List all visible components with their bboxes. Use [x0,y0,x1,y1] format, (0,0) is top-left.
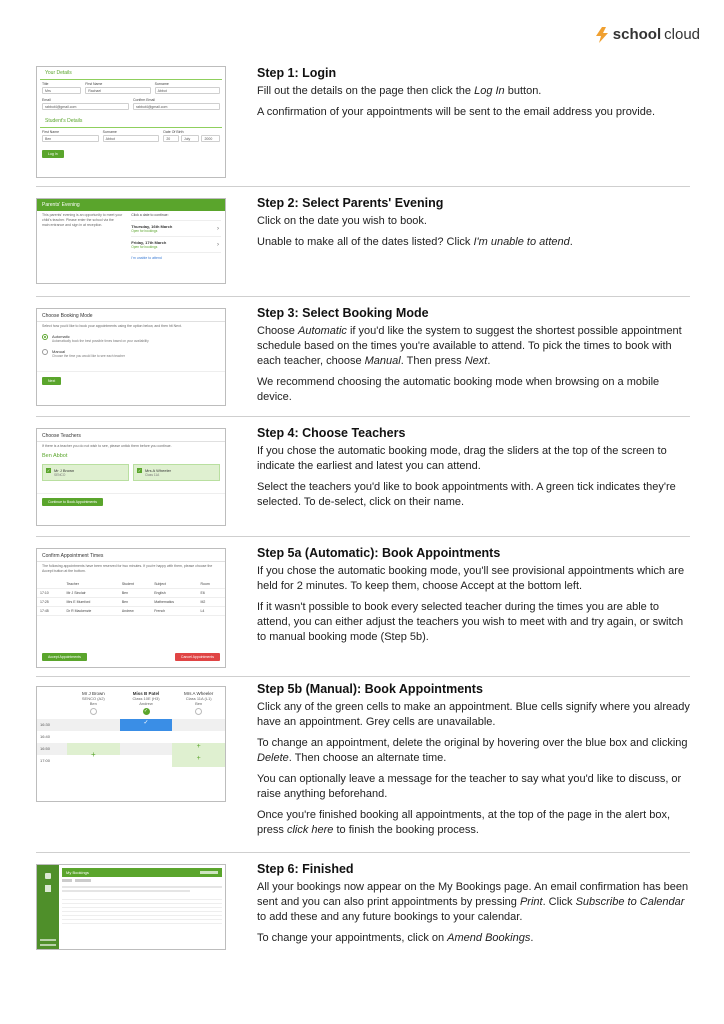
teacher-column-header [67,691,120,715]
step-5b [36,682,690,852]
dob-day-select[interactable]: 20 [163,135,179,142]
step-paragraph: A confirmation of your appointments will be sent to the email address you provide. [257,106,656,118]
time-label: 16:50 [37,743,67,755]
my-bookings-thumbnail [36,864,226,950]
date-status: Open for bookings [131,229,158,233]
cell-time: 17:45 [37,607,63,616]
emphasized-term: Subscribe to Calendar [575,896,685,908]
step-title: Step 1: Login [257,66,337,80]
available-cell[interactable]: + [172,755,225,767]
teacher-column-header [120,691,173,715]
step-6 [36,858,690,968]
cell-room: E6 [197,589,225,598]
radio-selected-icon [42,334,48,340]
divider [36,186,690,187]
bookings-header [62,868,222,877]
cell-room: M2 [197,598,225,607]
step-paragraph: If it wasn't possible to book every selected teacher during the times you are able to attend, you can either adjust the teachers you wish to meet with and try again, or switch to manual booking mode (Step 5b). [257,601,684,643]
column-header: Teacher [63,580,118,589]
table-row [37,598,225,607]
bookings-heading: My Bookings [66,870,89,875]
emphasized-term: I'm unable to attend [473,236,570,248]
teacher-class: SENCO (A2) [81,696,105,701]
cell-teacher: Mr J Sinclair [63,589,118,598]
unavailable-cell [172,719,225,731]
table-row [37,589,225,598]
student-surname-input[interactable]: Abbot [103,135,160,142]
step-4-text [257,426,690,516]
divider [36,852,690,853]
cell-subject: Mathematics [151,598,197,607]
manual-booking-thumbnail [36,686,226,802]
step-paragraph: To change an appointment, delete the original by hovering over the blue box and clicking Delete. Then choose an alternate time. [257,737,688,764]
step-5a-text [257,546,690,651]
teacher-column-header [172,691,225,715]
step-paragraph: Click on the date you wish to book. [257,215,427,227]
option-label: Manual [52,349,66,354]
appointments-table [37,580,225,616]
time-label: 17:00 [37,755,67,767]
booked-cell[interactable]: ✓ [120,719,173,731]
teacher-name: Mr J Brown [54,468,75,473]
step-title: Step 6: Finished [257,862,354,876]
step-title: Step 4: Choose Teachers [257,426,406,440]
teacher-name: Mrs A Wheeler [145,468,172,473]
circle-icon [90,708,97,715]
cell-student: Ben [119,589,151,598]
confirm-appointments-thumbnail [36,548,226,668]
confirm-title: Confirm Appointment Times [37,549,225,562]
choose-teachers-intro: If there is a teacher you do not wish to see, please untick them before you continue. [42,444,172,448]
unavailable-cell [120,743,173,755]
surname-input[interactable]: Abbot [155,87,220,94]
divider [36,536,690,537]
cell-subject: French [151,607,197,616]
step-paragraphs [257,444,690,510]
step-paragraph: Fill out the details on the page then click the Log In button. [257,85,542,97]
emphasized-term: Manual [364,355,401,367]
date-status: Open for bookings [131,245,158,249]
title-select[interactable]: Mrs [42,87,81,94]
option-sub: Choose the time you would like to see each teacher [52,354,126,358]
students-details-heading: Student's Details [40,115,222,128]
time-label: 16:40 [37,731,67,743]
divider [36,676,690,677]
step-paragraph: Select the teachers you'd like to book appointments with. A green tick indicates they're selected. To de-select, click on their name. [257,481,676,508]
step-4 [36,422,690,532]
choose-teachers-thumbnail [36,428,226,526]
menu-item[interactable] [40,939,56,941]
cell-teacher: Dr R Mackenzie [63,607,118,616]
teacher-name: Miss B Patel [132,691,160,696]
emphasized-term: Delete [257,752,289,764]
field-label: Date Of Birth [163,130,184,134]
step-paragraphs [257,880,690,946]
step-paragraphs [257,84,690,120]
dob-month-select[interactable]: July [181,135,200,142]
step-title: Step 2: Select Parents' Evening [257,196,444,210]
table-header-row [37,580,225,589]
option-label: Automatic [52,334,70,339]
bookings-table [62,896,222,924]
field-label: Email [42,98,51,102]
print-button[interactable] [62,879,72,882]
teacher-class: Class 11A (L1) [185,696,212,701]
radio-icon [42,349,48,355]
teacher-name: Mrs A Wheeler [184,691,214,696]
available-cell[interactable]: + [172,743,225,755]
logo-text-cloud: cloud [664,26,700,43]
booking-grid [37,719,225,767]
check-circle-icon: ✓ [143,708,149,714]
manual-option[interactable] [37,346,225,361]
step-3 [36,302,690,412]
log-in-button[interactable]: Log In [42,150,64,158]
your-details-heading: Your Details [40,67,222,80]
student-first-name-input[interactable]: Ben [42,135,99,142]
confirm-email-input[interactable]: rabbot4@gmail.com [133,103,220,110]
intro-text: This parents' evening is an opportunity to meet your child's teacher. Please enter the school via the main entrance and sign in at reception. [42,213,123,227]
step-paragraph: If you chose the automatic booking mode, you'll see provisional appointments which are held for 2 minutes. To keep them, choose Accept at the bottom left. [257,565,685,592]
step-2-text [257,196,690,256]
step-paragraph: Once you're finished booking all appointments, at the top of the page in the alert box, press click here to finish the booking process. [257,809,671,836]
schoolcloud-logo [596,26,700,43]
step-paragraph: Unable to make all of the dates listed? Click I'm unable to attend. [257,236,573,248]
date-option[interactable] [131,220,221,236]
login-thumbnail [36,66,226,178]
time-label: 16:30 [37,719,67,731]
teacher-role: SENCO [54,473,66,477]
emphasized-term: Next [464,355,488,367]
emphasized-term: Print [519,896,543,908]
teacher-role: Class 11A [145,473,160,477]
step-6-text [257,862,690,952]
cell-time: 17:25 [37,598,63,607]
cell-subject: English [151,589,197,598]
unavailable-cell [67,719,120,731]
teacher-option[interactable] [42,464,129,481]
unable-to-attend-link[interactable]: I'm unable to attend [131,256,162,260]
field-label: Confirm Email [133,98,155,102]
chevron-right-icon: › [216,242,219,248]
chevron-right-icon: › [216,226,219,232]
teacher-student: Ben [89,701,97,706]
cell-time: 17:10 [37,589,63,598]
teacher-student: Andrew [139,701,153,706]
next-button[interactable]: Next [42,377,61,385]
logo-text-school: school [612,26,662,43]
step-title: Step 3: Select Booking Mode [257,306,429,320]
cancel-appointments-button[interactable]: Cancel Appointments [175,653,220,661]
step-paragraph: You can optionally leave a message for the teacher to say what you'd like to discuss, or raise anything beforehand. [257,773,682,800]
step-paragraphs [257,700,690,838]
divider [36,416,690,417]
teacher-option[interactable] [133,464,220,481]
continue-button[interactable]: Continue to Book Appointments [42,498,103,506]
option-sub: Automatically book the best possible times based on your availability [52,339,149,343]
step-paragraphs [257,214,690,250]
parents-evening-thumbnail [36,198,226,284]
step-paragraph: Click any of the green cells to make an appointment. Blue cells signify where you already have an appointment. Grey cells are unavailable. [257,701,690,728]
home-icon [45,873,51,879]
booking-mode-title: Choose Booking Mode [37,309,225,322]
automatic-option[interactable] [37,331,225,346]
step-1 [36,62,690,182]
field-label: Surname [102,130,117,134]
unavailable-cell [67,731,120,743]
cell-student: Andrew [119,607,151,616]
table-row [37,607,225,616]
step-paragraphs [257,324,690,405]
step-title: Step 5a (Automatic): Book Appointments [257,546,501,560]
date-label: Thursday, 16th March [131,224,173,229]
available-cell[interactable]: + [67,743,120,755]
first-name-input[interactable]: Rachael [85,87,150,94]
step-paragraph: To change your appointments, click on Amend Bookings. [257,932,534,944]
circle-icon [195,708,202,715]
step-paragraph: All your bookings now appear on the My Bookings page. An email confirmation has been sent and you can also print appointments by pressing Print. Click Subscribe to Calendar to add these and any future bookings to your calendar. [257,881,689,923]
emphasized-term: Automatic [297,325,347,337]
field-label: First Name [85,82,103,86]
step-5b-text [257,682,690,844]
step-paragraph: If you chose the automatic booking mode, drag the sliders at the top of the screen to indicate the earliest and latest you can attend. [257,445,667,472]
choose-teachers-title: Choose Teachers [37,429,225,442]
step-3-text [257,306,690,411]
booking-mode-thumbnail [36,308,226,406]
teacher-name: Mr J Brown [81,691,105,696]
column-header [37,580,63,589]
booking-mode-intro: Select how you'd like to book your appointments using the option below, and then hit Next. [42,324,182,328]
subscribe-calendar-button[interactable] [75,879,91,882]
column-header: Subject [151,580,197,589]
teacher-class: Class 10E (H3) [132,696,160,701]
column-header: Student [119,580,151,589]
date-label: Friday, 17th March [131,240,167,245]
step-title: Step 5b (Manual): Book Appointments [257,682,483,696]
parents-evening-header: Parents' Evening [37,199,225,211]
field-label: Title [42,82,49,86]
date-option[interactable] [131,236,221,253]
teacher-student: Ben [195,701,203,706]
dob-year-select[interactable]: 2000 [201,135,220,142]
checkbox-checked-icon: ✓ [46,468,51,473]
checkbox-checked-icon: ✓ [137,468,142,473]
unavailable-cell [172,731,225,743]
emphasized-term: Log In [474,85,505,97]
cell-teacher: Mrs E Mumford [63,598,118,607]
amend-bookings-button[interactable] [200,871,218,874]
field-label: Surname [154,82,169,86]
bolt-icon [596,27,610,43]
field-label: First Name [42,130,60,134]
unavailable-cell [120,755,173,767]
student-name: Ben Abbot [42,453,68,459]
document-icon [45,885,51,892]
step-paragraph: Choose Automatic if you'd like the system to suggest the shortest possible appointment schedule based on the times you're available to attend. To pick the times to book with each teacher, choose Manual. Then press Next. [257,325,682,367]
emphasized-term: Amend Bookings [447,932,531,944]
sidebar [37,865,59,949]
step-paragraphs [257,564,690,645]
accept-appointments-button[interactable]: Accept Appointments [42,653,87,661]
step-1-text [257,66,690,126]
step-paragraph: We recommend choosing the automatic booking mode when browsing on a mobile device. [257,376,660,403]
confirm-intro: The following appointments have been reserved for two minutes. If you're happy with them, please choose the Accept button at the bottom. [42,564,213,573]
cell-room: L4 [197,607,225,616]
unavailable-cell [120,731,173,743]
email-input[interactable]: rabbot4@gmail.com [42,103,129,110]
emphasized-term: click here [286,824,334,836]
column-header: Room [197,580,225,589]
divider [36,296,690,297]
cell-student: Ben [119,598,151,607]
menu-item[interactable] [40,944,56,946]
step-2 [36,192,690,292]
step-5a [36,542,690,672]
click-date-label: Click a date to continue: [131,213,169,217]
